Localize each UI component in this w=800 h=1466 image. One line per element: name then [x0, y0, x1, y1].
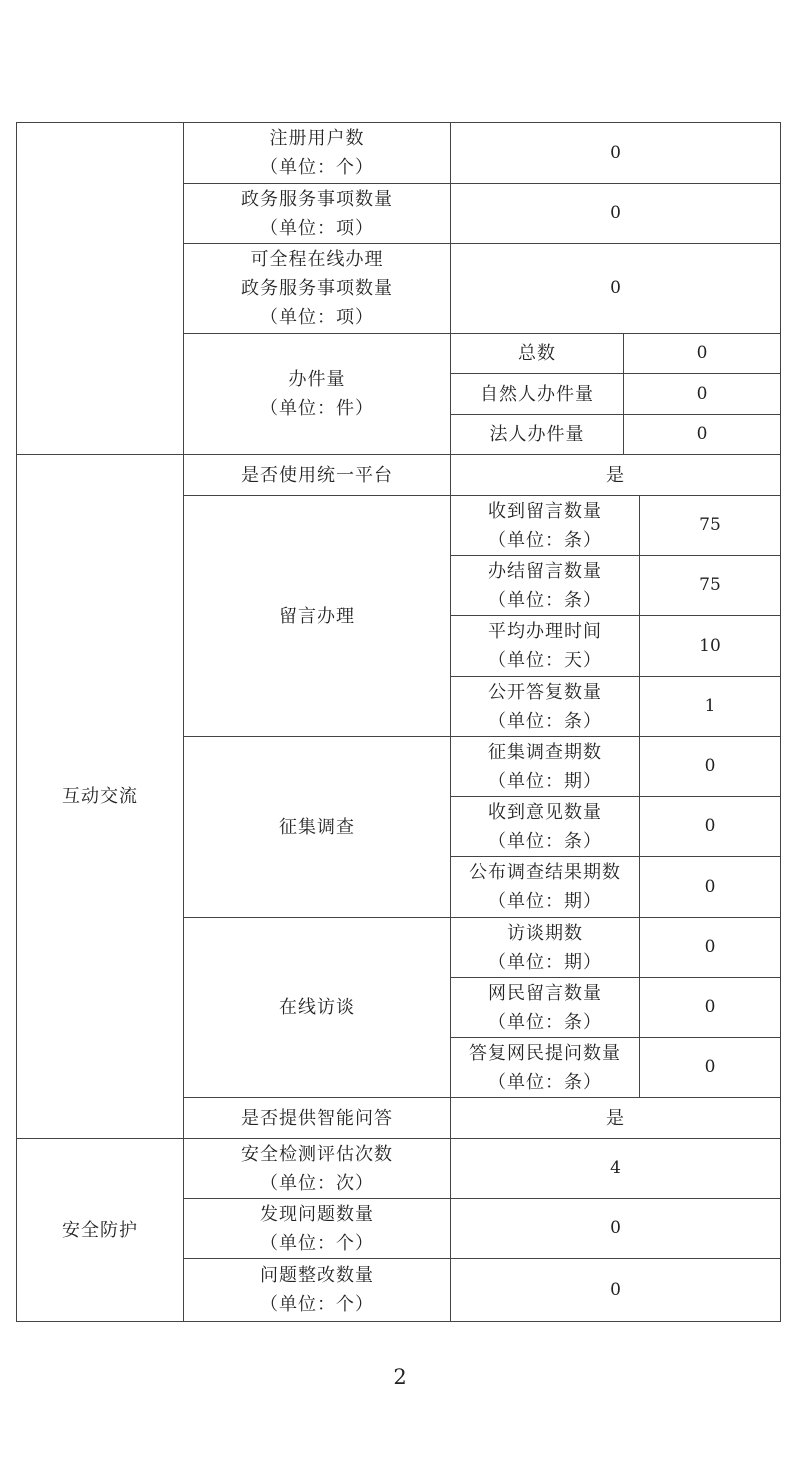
messages-public-replies-unit: （单位：条） — [488, 710, 602, 732]
assessments-label-cell — [183, 1138, 450, 1198]
cases-legal-label-cell — [450, 414, 623, 454]
services-value-cell — [450, 183, 781, 243]
unified-platform-value-cell — [450, 454, 781, 495]
cases-total-value-cell — [623, 333, 781, 373]
section-security-label: 安全防护 — [62, 1219, 138, 1241]
messages-closed-label: 办结留言数量 — [488, 560, 602, 582]
interview-answers-label-cell — [450, 1037, 639, 1097]
online-services-label-cell — [183, 243, 450, 333]
cases-total-value: 0 — [696, 343, 708, 363]
interview-comments-value: 0 — [704, 997, 716, 1017]
survey-periods-value-cell — [639, 736, 781, 796]
unified-platform-label: 是否使用统一平台 — [241, 464, 393, 486]
users-label-cell — [183, 122, 450, 183]
survey-results-label: 公布调查结果期数 — [469, 862, 621, 883]
cases-natural-label-cell — [450, 373, 623, 414]
messages-public-replies-label-cell — [450, 676, 639, 736]
cases-natural-label: 自然人办件量 — [480, 383, 594, 405]
interview-periods-value: 0 — [704, 937, 716, 957]
online-services-value-cell — [450, 243, 781, 333]
issues-found-label: 发现问题数量 — [260, 1203, 374, 1225]
online-services-label-line2: 政务服务事项数量 — [241, 278, 393, 299]
messages-closed-value-cell — [639, 555, 781, 615]
messages-avg-time-value: 10 — [699, 635, 721, 656]
survey-results-value-cell — [639, 856, 781, 917]
messages-received-unit: （单位：条） — [488, 529, 602, 551]
unified-platform-value: 是 — [606, 464, 625, 486]
assessments-label: 安全检测评估次数 — [241, 1143, 393, 1165]
unified-platform-label-cell — [183, 454, 450, 495]
survey-results-unit: （单位：期） — [488, 891, 602, 912]
cases-natural-value-cell — [623, 373, 781, 414]
statistics-table — [16, 122, 781, 1322]
survey-opinions-value-cell — [639, 796, 781, 856]
interview-comments-label: 网民留言数量 — [488, 982, 602, 1004]
services-unit: （单位：项） — [260, 217, 374, 239]
survey-opinions-unit: （单位：条） — [488, 830, 602, 852]
messages-received-label: 收到留言数量 — [488, 500, 602, 522]
issues-fixed-unit: （单位：个） — [260, 1294, 374, 1315]
interview-group-cell — [183, 917, 450, 1097]
survey-opinions-label: 收到意见数量 — [488, 801, 602, 823]
users-unit: （单位：个） — [260, 157, 374, 178]
messages-avg-time-unit: （单位：天） — [488, 650, 602, 671]
interview-comments-unit: （单位：条） — [488, 1011, 602, 1033]
survey-periods-value: 0 — [704, 756, 716, 776]
smart-qa-value: 是 — [606, 1107, 625, 1129]
issues-found-label-cell — [183, 1198, 450, 1258]
smart-qa-label-cell — [183, 1097, 450, 1138]
survey-opinions-value: 0 — [704, 816, 716, 836]
cases-label-cell — [183, 333, 450, 454]
cases-natural-value: 0 — [696, 383, 708, 404]
interview-periods-unit: （单位：期） — [488, 951, 602, 973]
users-label: 注册用户数 — [269, 128, 365, 149]
interview-answers-unit: （单位：条） — [488, 1071, 602, 1093]
assessments-value: 4 — [610, 1158, 621, 1178]
messages-public-replies-value-cell — [639, 676, 781, 736]
interview-answers-label: 答复网民提问数量 — [469, 1042, 621, 1064]
messages-avg-time-label-cell — [450, 615, 639, 676]
issues-fixed-value: 0 — [610, 1279, 621, 1300]
section-interaction-cell — [16, 454, 183, 1138]
messages-closed-unit: （单位：条） — [488, 589, 602, 611]
issues-fixed-value-cell — [450, 1258, 781, 1322]
assessments-unit: （单位：次） — [260, 1172, 374, 1194]
cases-unit: （单位：件） — [260, 398, 374, 419]
issues-fixed-label-cell — [183, 1258, 450, 1322]
section-security-cell — [16, 1138, 183, 1322]
services-label-cell — [183, 183, 450, 243]
services-value: 0 — [610, 203, 621, 223]
interview-periods-label: 访谈期数 — [507, 922, 583, 944]
services-label: 政务服务事项数量 — [241, 188, 393, 210]
page-number: 2 — [393, 1365, 407, 1389]
interview-group-label: 在线访谈 — [279, 997, 355, 1018]
issues-found-unit: （单位：个） — [260, 1232, 374, 1254]
survey-group-cell — [183, 736, 450, 917]
cases-legal-value: 0 — [696, 424, 708, 444]
users-value: 0 — [610, 142, 621, 163]
assessments-value-cell — [450, 1138, 781, 1198]
survey-opinions-label-cell — [450, 796, 639, 856]
online-services-label-line1: 可全程在线办理 — [250, 249, 384, 270]
survey-group-label: 征集调查 — [279, 816, 355, 838]
cases-label: 办件量 — [288, 369, 346, 390]
issues-found-value-cell — [450, 1198, 781, 1258]
messages-avg-time-value-cell — [639, 615, 781, 676]
survey-results-label-cell — [450, 856, 639, 917]
interview-answers-value: 0 — [704, 1057, 716, 1077]
section-blank-cell — [16, 122, 183, 454]
cases-total-label: 总数 — [518, 343, 556, 364]
smart-qa-value-cell — [450, 1097, 781, 1138]
users-value-cell — [450, 122, 781, 183]
messages-received-value: 75 — [699, 515, 721, 535]
online-services-unit: （单位：项） — [260, 307, 374, 328]
survey-results-value: 0 — [704, 876, 716, 897]
section-interaction-label: 互动交流 — [62, 786, 138, 807]
issues-found-value: 0 — [610, 1218, 621, 1238]
smart-qa-label: 是否提供智能问答 — [241, 1107, 393, 1129]
interview-answers-value-cell — [639, 1037, 781, 1097]
messages-closed-label-cell — [450, 555, 639, 615]
cases-total-label-cell — [450, 333, 623, 373]
interview-periods-value-cell — [639, 917, 781, 977]
messages-received-value-cell — [639, 495, 781, 555]
interview-periods-label-cell — [450, 917, 639, 977]
cases-legal-label: 法人办件量 — [489, 424, 585, 445]
messages-closed-value: 75 — [699, 575, 721, 595]
interview-comments-label-cell — [450, 977, 639, 1037]
messages-group-cell — [183, 495, 450, 736]
issues-fixed-label: 问题整改数量 — [260, 1265, 374, 1286]
survey-periods-label-cell — [450, 736, 639, 796]
messages-public-replies-label: 公开答复数量 — [488, 681, 602, 703]
interview-comments-value-cell — [639, 977, 781, 1037]
messages-public-replies-value: 1 — [704, 696, 716, 716]
survey-periods-unit: （单位：期） — [488, 770, 602, 792]
cases-legal-value-cell — [623, 414, 781, 454]
messages-group-label: 留言办理 — [279, 605, 355, 627]
survey-periods-label: 征集调查期数 — [488, 741, 602, 763]
messages-received-label-cell — [450, 495, 639, 555]
online-services-value: 0 — [610, 278, 621, 298]
messages-avg-time-label: 平均办理时间 — [488, 621, 602, 642]
